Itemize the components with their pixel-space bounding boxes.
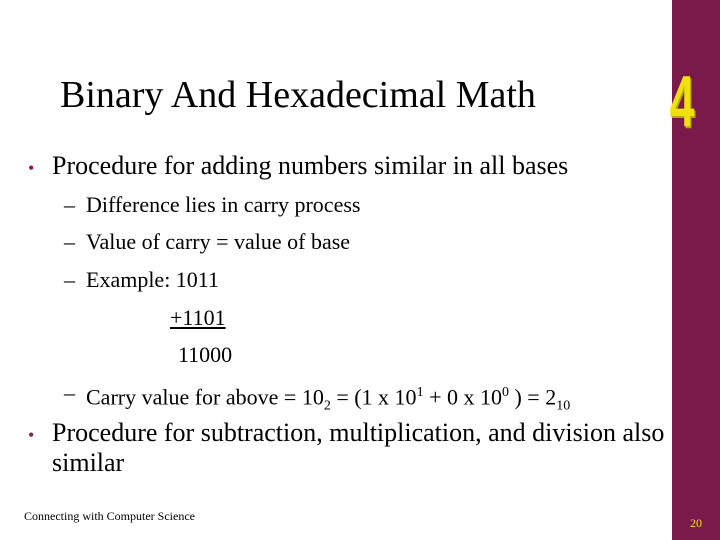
- footer-text: Connecting with Computer Science: [24, 509, 195, 523]
- dash-icon: –: [64, 192, 75, 217]
- formula-subscript: 10: [556, 398, 571, 414]
- chapter-number: 4: [669, 62, 695, 142]
- formula-part: = (1 x 10: [330, 384, 417, 410]
- dash-icon: –: [64, 229, 75, 254]
- bullet-other-ops-text: Procedure for subtraction, multiplication, and division also similar: [52, 418, 665, 477]
- page-number: 20: [690, 516, 702, 530]
- example-sum: 11000: [178, 342, 233, 367]
- bullet-dot-icon: •: [28, 425, 35, 445]
- sub-bullet-text: Example: 1011: [86, 267, 219, 292]
- formula-part: ) = 2: [508, 384, 557, 410]
- sub-bullet-text: Difference lies in carry process: [86, 192, 361, 217]
- formula-superscript: 0: [501, 385, 509, 400]
- carry-formula: [86, 379, 570, 421]
- example-addend: +1101: [170, 305, 226, 330]
- dash-icon: –: [64, 380, 75, 405]
- bullet-adding-text: Procedure for adding numbers similar in all bases: [52, 151, 569, 180]
- formula-part: Carry value for above = 10: [86, 384, 324, 410]
- dash-icon: –: [64, 267, 75, 292]
- formula-subscript: 2: [323, 398, 331, 414]
- sub-bullet-text: Value of carry = value of base: [86, 229, 351, 254]
- slide-title: Binary And Hexadecimal Math: [60, 74, 536, 116]
- formula-part: + 0 x 10: [423, 384, 502, 410]
- formula-superscript: 1: [416, 385, 424, 400]
- bullet-dot-icon: •: [28, 158, 35, 178]
